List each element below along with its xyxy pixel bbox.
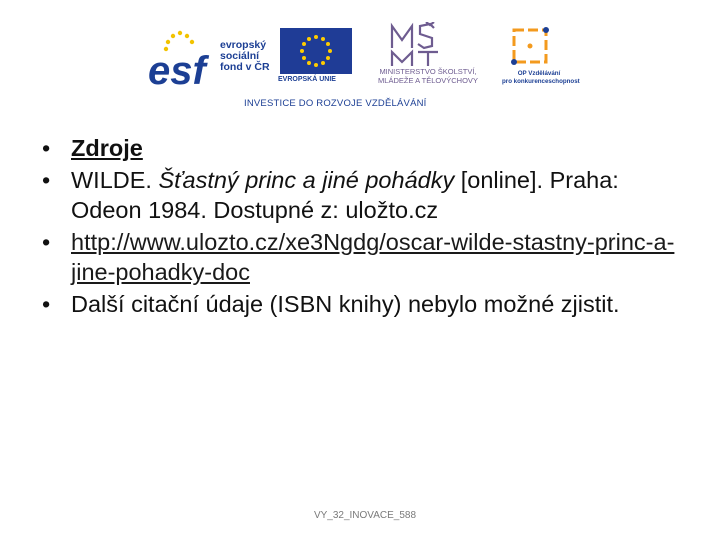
esf-line-3: fond v ČR bbox=[220, 61, 270, 73]
msmt-line-2: MLÁDEŽE A TĚLOVÝCHOVY bbox=[378, 75, 478, 85]
sources-heading: Zdroje bbox=[71, 135, 143, 161]
slide-content bbox=[42, 133, 682, 321]
svg-text:esf: esf bbox=[148, 49, 206, 88]
source-link[interactable]: http://www.ulozto.cz/xe3Ngdg/oscar-wilde-stastny-princ-a-jine-pohadky-doc bbox=[71, 229, 675, 285]
esf-line-2: sociální bbox=[220, 50, 260, 62]
citation-note: Další citační údaje (ISBN knihy) nebylo možné zjistit. bbox=[71, 291, 620, 317]
esf-wordmark bbox=[220, 40, 270, 73]
esf-emblem-icon bbox=[148, 26, 214, 88]
list-item-citation bbox=[42, 165, 682, 225]
eu-logo bbox=[278, 28, 354, 88]
esf-line-1: evropský bbox=[220, 39, 267, 51]
citation-title: Šťastný princ a jiné pohádky bbox=[158, 167, 455, 193]
banner-tagline: INVESTICE DO ROZVOJE VZDĚLÁVÁNÍ bbox=[244, 98, 427, 109]
citation-details: [online]. Praha: Odeon 1984. Dostupné z: uložto.cz bbox=[71, 167, 619, 223]
msmt-monogram-icon bbox=[388, 22, 450, 68]
msmt-logo bbox=[358, 22, 498, 88]
list-item-heading bbox=[42, 133, 682, 163]
logo-banner bbox=[148, 22, 580, 114]
op-line-1: OP Vzdělávání bbox=[517, 70, 561, 77]
eu-label: EVROPSKÁ UNIE bbox=[278, 76, 336, 83]
esf-logo bbox=[148, 26, 278, 88]
list-item-url bbox=[42, 227, 682, 287]
eu-flag-icon bbox=[280, 28, 352, 74]
list-item-note bbox=[42, 289, 682, 319]
op-wordmark bbox=[502, 70, 580, 85]
op-line-2: pro konkurenceschopnost bbox=[502, 77, 580, 85]
citation-author: WILDE. bbox=[71, 167, 152, 193]
msmt-line-1: MINISTERSTVO ŠKOLSTVÍ, bbox=[379, 67, 477, 76]
msmt-wordmark bbox=[358, 68, 498, 85]
op-logo bbox=[498, 24, 580, 90]
op-emblem-icon bbox=[506, 24, 554, 70]
footer-code: VY_32_INOVACE_588 bbox=[313, 510, 417, 521]
sources-list bbox=[42, 133, 682, 319]
